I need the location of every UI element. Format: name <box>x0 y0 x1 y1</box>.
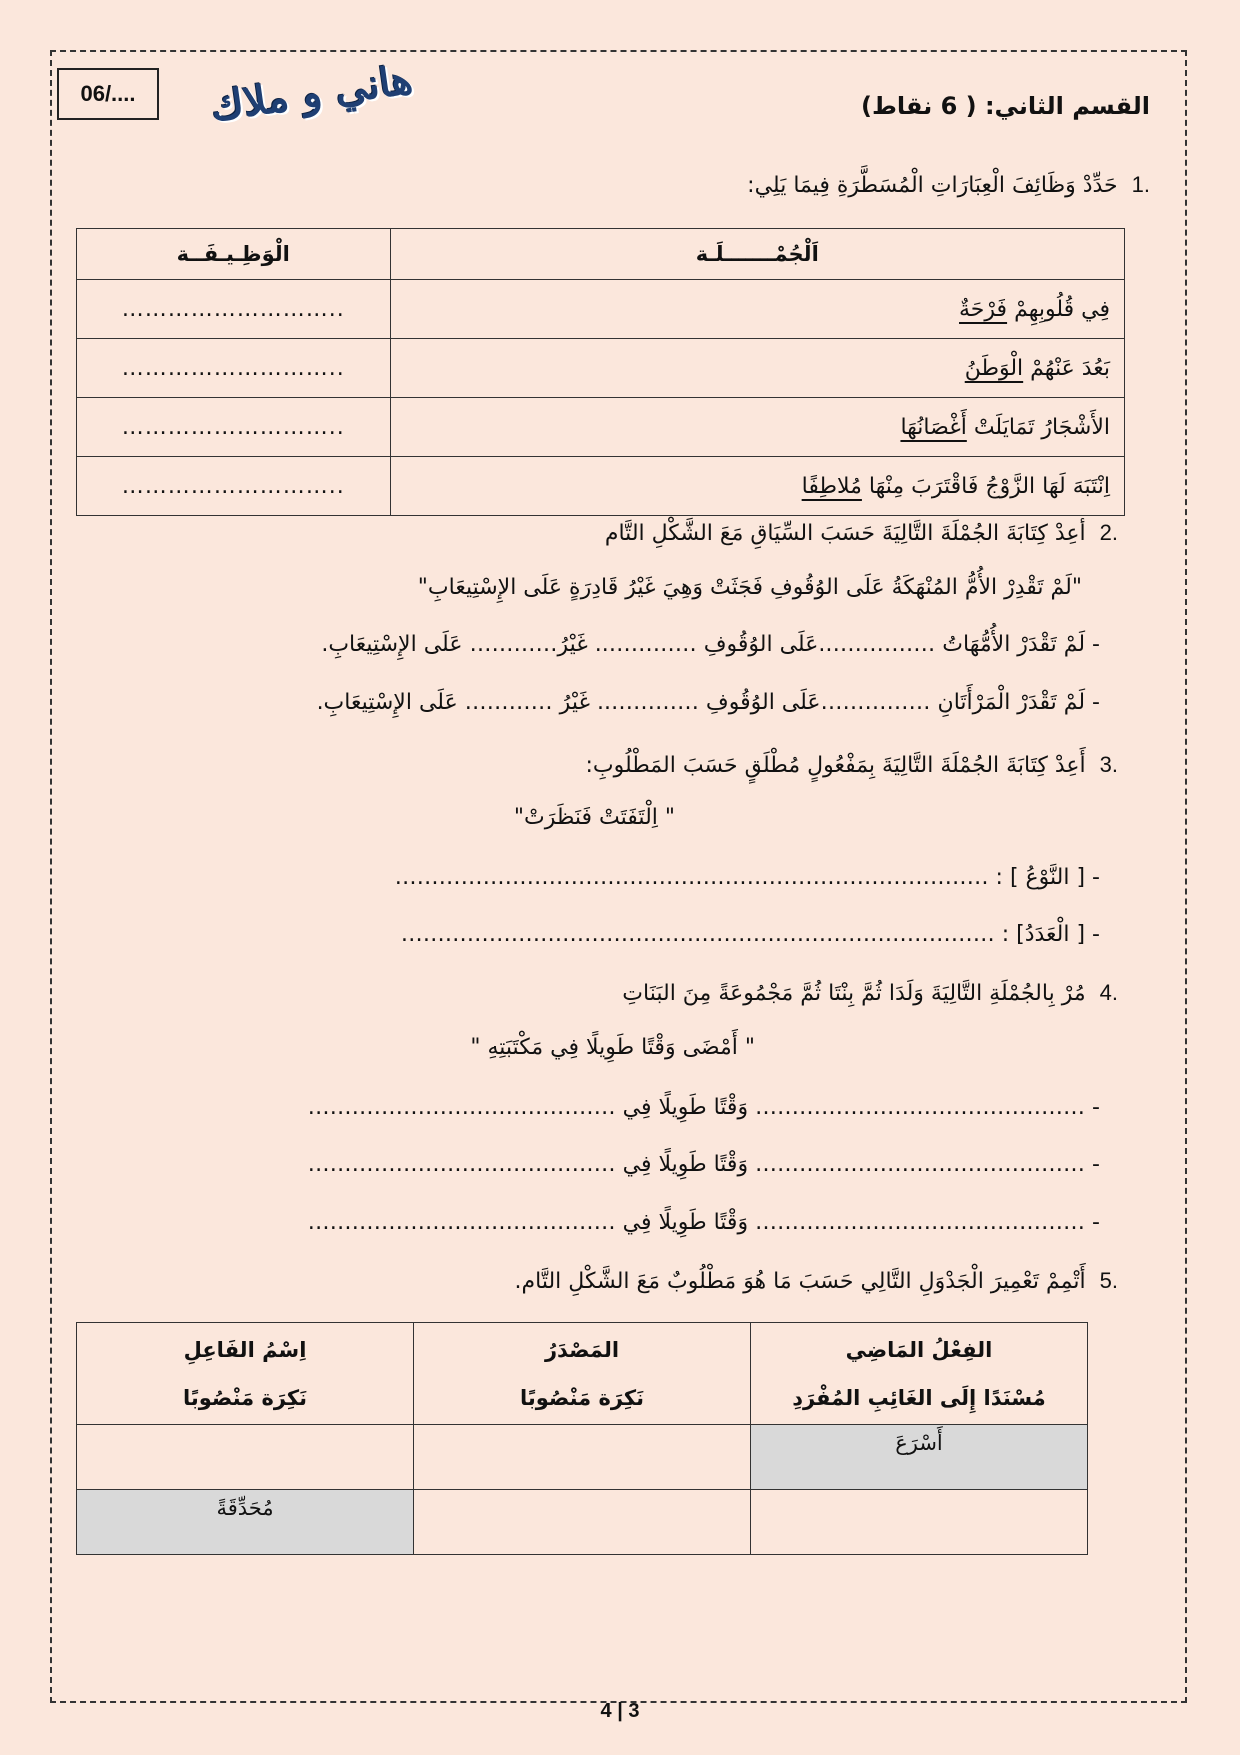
score-box: 06/.... <box>57 68 159 120</box>
q2-prompt <box>605 520 1118 546</box>
underlined-phrase: أَغْصَانُهَا <box>900 414 967 440</box>
q1-col-sentence: اَلْجُمْـــــــلَـة <box>390 229 1125 280</box>
q5-col-masdar: المَصْدَرُ نَكِرَة مَنْصُوبًا <box>414 1323 751 1425</box>
q4-answer-line[interactable]: - ……………………………………… وَقْتًا طَوِيلًا فِي …………………………………… <box>307 1152 1100 1177</box>
answer-cell[interactable] <box>414 1425 751 1490</box>
answer-cell[interactable] <box>77 1425 414 1490</box>
underlined-phrase: الْوَطَنُ <box>964 355 1024 381</box>
q5-prompt <box>515 1268 1118 1294</box>
section-title: القسم الثاني: ( 6 نقاط) <box>861 92 1150 120</box>
answer-cell[interactable] <box>414 1490 751 1555</box>
q5-table <box>76 1322 1088 1555</box>
q1-prompt <box>747 172 1150 198</box>
sentence-cell: الأَشْجَارُ تَمَايَلَتْ أَغْصَانُهَا <box>390 398 1125 457</box>
q4-answer-line[interactable]: - ……………………………………… وَقْتًا طَوِيلًا فِي …………………………………… <box>307 1095 1100 1120</box>
given-cell: أَسْرَعَ <box>751 1425 1088 1490</box>
q3-number: 3. <box>1099 752 1118 777</box>
q1-number: 1. <box>1131 172 1150 197</box>
sentence-cell: اِنْتَبَهَ لَهَا الزَّوْجُ فَاقْتَرَبَ مِنْهَا مُلاطِفًا <box>390 457 1125 516</box>
table-row <box>77 339 1125 398</box>
q3-answer-line[interactable]: - [ الْعَدَدُ] : ……………………………………………………………………… <box>400 922 1100 947</box>
q4-answer-line[interactable]: - ……………………………………… وَقْتًا طَوِيلًا فِي …………………………………… <box>307 1210 1100 1235</box>
q4-quote: " أَمْضَى وَقْتًا طَوِيلًا فِي مَكْتَبَتِهِ " <box>470 1035 755 1060</box>
answer-blank[interactable]: ……………………….. <box>77 398 391 457</box>
q2-answer-line[interactable]: - لَمْ تَقْدَرْ الأُمُّهَاتُ …………….عَلَى الوُقُوفِ ………….. غَيْرُ………… عَلَى الإِسْتِيعَابِ. <box>321 632 1100 657</box>
underlined-phrase: فَرْحَةٌ <box>959 296 1008 322</box>
q1-table-header <box>77 229 1125 280</box>
page-number: 4 | 3 <box>600 1700 640 1722</box>
sentence-cell: فِي قُلُوبِهِمْ فَرْحَةٌ <box>390 280 1125 339</box>
q4-text: مُرْ بِالجُمْلَةِ التَّالِيَةَ وَلَدَا ثُمَّ بِنْتَا ثُمَّ مَجْمُوعَةً مِنَ البَنَاتِ <box>622 981 1086 1006</box>
q5-number: 5. <box>1099 1268 1118 1293</box>
q2-answer-line[interactable]: - لَمْ تَقْدَرْ الْمَرْأَتَانِ ……………عَلَى الوُقُوفِ ………….. غَيْرُ ………… عَلَى الإِسْتِيعَابِ. <box>316 690 1100 715</box>
q2-text: أعِدْ كِتَابَةَ الجُمْلَةَ التَّالِيَةَ حَسَبَ السِّيَاقِ مَعَ الشَّكْلِ التَّام <box>604 521 1086 546</box>
q1-col-function: الْوَظِـيـفَــة <box>77 229 391 280</box>
given-cell: مُحَدِّقَةً <box>77 1490 414 1555</box>
q3-prompt <box>585 752 1118 778</box>
q5-col-past-verb: الفِعْلُ المَاضِي مُسْنَدًا إِلَى الغَائِبِ المُفْرَدِ <box>751 1323 1088 1425</box>
q3-text: أَعِدْ كِتَابَةَ الجُمْلَةَ التَّالِيَةَ بِمَفْعُولٍ مُطْلَقٍ حَسَبَ المَطْلُوبِ: <box>585 753 1086 778</box>
answer-blank[interactable]: ……………………….. <box>77 457 391 516</box>
answer-cell[interactable] <box>751 1490 1088 1555</box>
sentence-cell: بَعُدَ عَنْهُمْ الْوَطَنُ <box>390 339 1125 398</box>
q2-quote: "لَمْ تَقْدِرْ الأُمُّ المُنْهَكَةُ عَلَى الوُقُوفِ فَجَثَتْ وَهِيَ غَيْرُ قَادِرَةٍ عَلَى الإِسْتِيعَابِ" <box>417 575 1082 600</box>
q1-text: حَدِّدْ وَظَائِفَ الْعِبَارَاتِ الْمُسَطَّرَةِ فِيمَا يَلِي: <box>747 173 1118 198</box>
answer-blank[interactable]: ……………………….. <box>77 339 391 398</box>
q5-table-header <box>77 1323 1088 1425</box>
q4-number: 4. <box>1099 980 1118 1005</box>
q5-text: أَتْمِمْ تَعْمِيرَ الْجَدْوَلِ التَّالِي حَسَبَ مَا هُوَ مَطْلُوبٌ مَعَ الشَّكْلِ التَّام. <box>514 1269 1086 1294</box>
q1-table <box>76 228 1125 516</box>
q3-answer-line[interactable]: - [ النَّوْعُ ] : ……………………………………………………………………… <box>394 865 1100 890</box>
answer-blank[interactable]: ……………………….. <box>77 280 391 339</box>
underlined-phrase: مُلاطِفًا <box>801 473 862 499</box>
q5-col-active-participle: اِسْمُ الفَاعِلِ نَكِرَة مَنْصُوبًا <box>77 1323 414 1425</box>
table-row <box>77 457 1125 516</box>
table-row <box>77 1425 1088 1490</box>
q4-prompt <box>622 980 1118 1006</box>
q3-quote: " اِلْتَفَتَتْ فَنَظَرَتْ" <box>513 805 675 830</box>
table-row <box>77 1490 1088 1555</box>
q2-number: 2. <box>1099 520 1118 545</box>
logo-signature: هاني و ملاك <box>207 56 416 131</box>
table-row <box>77 280 1125 339</box>
table-row <box>77 398 1125 457</box>
